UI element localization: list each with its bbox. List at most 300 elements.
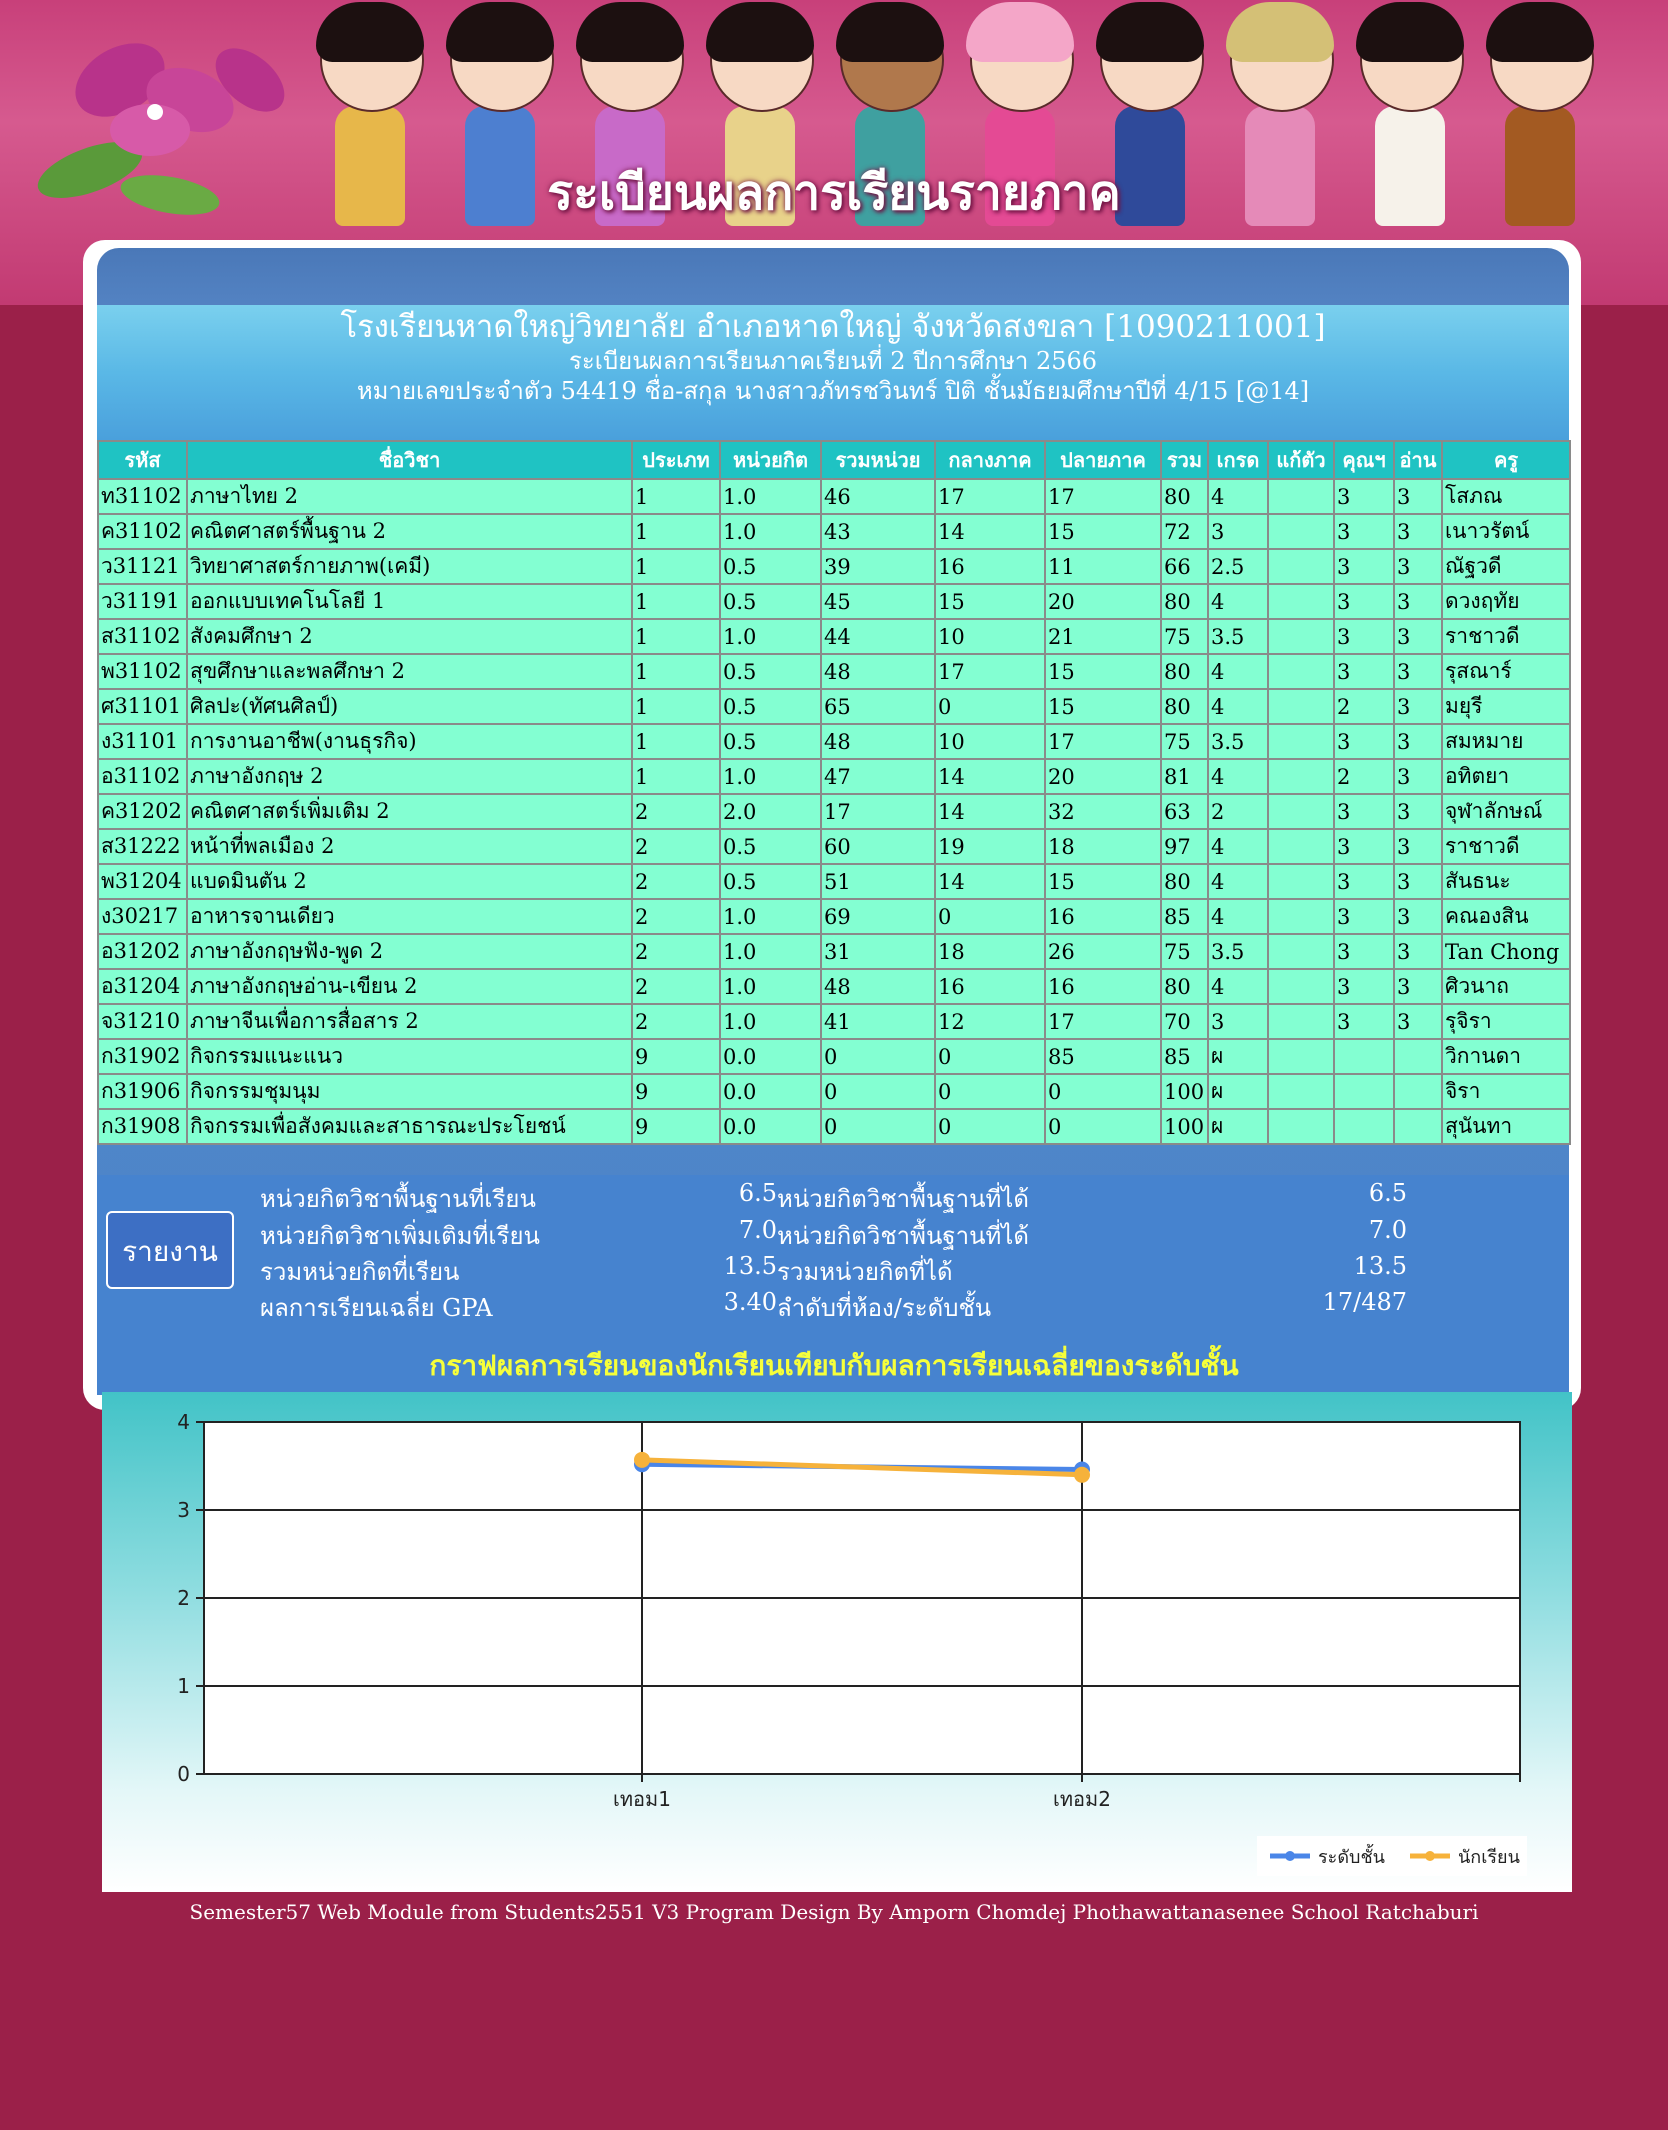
cell-final: 21	[1045, 619, 1161, 654]
cell-final: 15	[1045, 689, 1161, 724]
cell-sum: 72	[1161, 514, 1208, 549]
summary-value: 7.0	[1368, 1216, 1407, 1244]
cell-credit: 0.0	[720, 1039, 821, 1074]
cell-retake	[1268, 619, 1334, 654]
cell-sum: 80	[1161, 864, 1208, 899]
cell-final: 20	[1045, 759, 1161, 794]
graph-title: กราฟผลการเรียนของนักเรียนเทียบกับผลการเรียนเฉลี่ยของระดับชั้น	[429, 1349, 1239, 1382]
cell-total-units: 17	[821, 794, 935, 829]
cell-credit: 0.0	[720, 1074, 821, 1109]
table-row	[98, 794, 1570, 829]
cell-reading: 3	[1394, 899, 1442, 934]
cell-final: 15	[1045, 864, 1161, 899]
cell-teacher: ณัฐวดี	[1442, 549, 1570, 584]
cell-teacher: จุฬาลักษณ์	[1442, 794, 1570, 829]
cell-total-units: 48	[821, 724, 935, 759]
cell-final: 32	[1045, 794, 1161, 829]
cell-sum: 66	[1161, 549, 1208, 584]
cell-subject: ภาษาจีนเพื่อการสื่อสาร 2	[187, 1004, 632, 1039]
cell-retake	[1268, 934, 1334, 969]
cell-quality: 2	[1334, 689, 1394, 724]
column-header: อ่าน	[1394, 441, 1442, 479]
cell-total-units: 41	[821, 1004, 935, 1039]
summary-label: ผลการเรียนเฉลี่ย GPA	[260, 1294, 493, 1322]
cell-midterm: 14	[935, 514, 1045, 549]
y-tick-label: 0	[177, 1762, 190, 1786]
legend-marker	[1285, 1851, 1295, 1861]
cell-grade: 3.5	[1208, 724, 1268, 759]
cell-teacher: สมหมาย	[1442, 724, 1570, 759]
cell-sum: 85	[1161, 1039, 1208, 1074]
summary-label: หน่วยกิตวิชาเพิ่มเติมที่เรียน	[260, 1222, 540, 1250]
cell-quality: 3	[1334, 969, 1394, 1004]
cell-total-units: 47	[821, 759, 935, 794]
cell-quality: 3	[1334, 619, 1394, 654]
cell-subject: ภาษาอังกฤษอ่าน-เขียน 2	[187, 969, 632, 1004]
cell-type: 1	[632, 514, 720, 549]
summary-row	[97, 1288, 1569, 1324]
gpa-chart-container	[102, 1392, 1572, 1892]
table-row	[98, 1109, 1570, 1144]
cell-midterm: 18	[935, 934, 1045, 969]
cell-teacher: สันธนะ	[1442, 864, 1570, 899]
column-header: กลางภาค	[935, 441, 1045, 479]
cell-code: ง31101	[98, 724, 187, 759]
cell-quality: 3	[1334, 829, 1394, 864]
cell-midterm: 17	[935, 479, 1045, 514]
cell-quality	[1334, 1074, 1394, 1109]
column-header: เกรด	[1208, 441, 1268, 479]
cell-final: 85	[1045, 1039, 1161, 1074]
cell-reading: 3	[1394, 619, 1442, 654]
column-header: แก้ตัว	[1268, 441, 1334, 479]
cell-credit: 1.0	[720, 899, 821, 934]
cell-midterm: 14	[935, 864, 1045, 899]
cell-grade: 4	[1208, 864, 1268, 899]
cell-code: อ31204	[98, 969, 187, 1004]
cell-grade: 4	[1208, 654, 1268, 689]
cell-midterm: 15	[935, 584, 1045, 619]
gpa-line-chart	[102, 1392, 1572, 1892]
cell-sum: 63	[1161, 794, 1208, 829]
cell-reading: 3	[1394, 864, 1442, 899]
cell-midterm: 0	[935, 1074, 1045, 1109]
cell-retake	[1268, 654, 1334, 689]
cell-final: 18	[1045, 829, 1161, 864]
column-header: ประเภท	[632, 441, 720, 479]
cell-code: อ31102	[98, 759, 187, 794]
table-row	[98, 1039, 1570, 1074]
cell-final: 16	[1045, 899, 1161, 934]
cell-reading	[1394, 1039, 1442, 1074]
cell-code: จ31210	[98, 1004, 187, 1039]
cell-reading: 3	[1394, 794, 1442, 829]
cell-retake	[1268, 1039, 1334, 1074]
cell-subject: ออกแบบเทคโนโลยี 1	[187, 584, 632, 619]
summary-label: หน่วยกิตวิชาพื้นฐานที่ได้	[777, 1222, 1029, 1250]
cell-type: 1	[632, 549, 720, 584]
data-point	[634, 1452, 650, 1468]
cell-type: 1	[632, 759, 720, 794]
cell-sum: 80	[1161, 584, 1208, 619]
cell-sum: 70	[1161, 1004, 1208, 1039]
cell-type: 9	[632, 1074, 720, 1109]
cell-reading: 3	[1394, 654, 1442, 689]
cell-reading: 3	[1394, 934, 1442, 969]
column-header: หน่วยกิต	[720, 441, 821, 479]
cell-sum: 100	[1161, 1109, 1208, 1144]
cell-code: ศ31101	[98, 689, 187, 724]
cell-retake	[1268, 479, 1334, 514]
cell-retake	[1268, 899, 1334, 934]
summary-label: รวมหน่วยกิตที่เรียน	[260, 1258, 460, 1286]
cell-retake	[1268, 549, 1334, 584]
cell-quality: 3	[1334, 724, 1394, 759]
column-header: รวมหน่วย	[821, 441, 935, 479]
cell-type: 9	[632, 1039, 720, 1074]
cell-reading: 3	[1394, 549, 1442, 584]
table-row	[98, 864, 1570, 899]
cell-subject: ภาษาอังกฤษ 2	[187, 759, 632, 794]
cell-code: อ31202	[98, 934, 187, 969]
cell-retake	[1268, 724, 1334, 759]
y-tick-label: 1	[177, 1674, 190, 1698]
table-row	[98, 514, 1570, 549]
cell-quality: 3	[1334, 1004, 1394, 1039]
cell-total-units: 31	[821, 934, 935, 969]
column-header: ครู	[1442, 441, 1570, 479]
cell-final: 0	[1045, 1074, 1161, 1109]
cell-reading: 3	[1394, 689, 1442, 724]
cell-sum: 80	[1161, 479, 1208, 514]
cell-credit: 0.5	[720, 549, 821, 584]
semester-label: ระเบียนผลการเรียนภาคเรียนที่ 2 ปีการศึกษา 2566	[568, 347, 1098, 375]
legend-label: นักเรียน	[1458, 1847, 1520, 1868]
cell-retake	[1268, 514, 1334, 549]
legend-label: ระดับชั้น	[1318, 1847, 1385, 1868]
cell-total-units: 45	[821, 584, 935, 619]
table-row	[98, 934, 1570, 969]
cell-total-units: 0	[821, 1109, 935, 1144]
cell-code: ก31908	[98, 1109, 187, 1144]
cell-quality: 3	[1334, 479, 1394, 514]
cell-midterm: 16	[935, 549, 1045, 584]
cell-teacher: รุจิรา	[1442, 1004, 1570, 1039]
summary-value: 6.5	[738, 1179, 777, 1207]
cell-credit: 0.5	[720, 829, 821, 864]
cell-quality: 3	[1334, 549, 1394, 584]
column-header: รวม	[1161, 441, 1208, 479]
footer-credit: Semester57 Web Module from Students2551 V3 Program Design By Amporn Chomdej Phothawattanasenee School Ratchaburi	[189, 1900, 1479, 1924]
cell-credit: 1.0	[720, 934, 821, 969]
cell-subject: อาหารจานเดียว	[187, 899, 632, 934]
cell-quality: 3	[1334, 899, 1394, 934]
cell-quality: 3	[1334, 584, 1394, 619]
cell-subject: คณิตศาสตร์เพิ่มเติม 2	[187, 794, 632, 829]
summary-label: ลำดับที่ห้อง/ระดับชั้น	[777, 1294, 992, 1322]
cell-midterm: 0	[935, 1039, 1045, 1074]
cell-grade: 3.5	[1208, 619, 1268, 654]
y-tick-label: 2	[177, 1586, 190, 1610]
cell-retake	[1268, 1074, 1334, 1109]
cell-reading: 3	[1394, 759, 1442, 794]
cell-subject: สังคมศึกษา 2	[187, 619, 632, 654]
cell-subject: วิทยาศาสตร์กายภาพ(เคมี)	[187, 549, 632, 584]
cell-type: 1	[632, 689, 720, 724]
cell-subject: คณิตศาสตร์พื้นฐาน 2	[187, 514, 632, 549]
cell-quality	[1334, 1039, 1394, 1074]
column-header: คุณฯ	[1334, 441, 1394, 479]
cell-teacher: อทิตยา	[1442, 759, 1570, 794]
cell-total-units: 46	[821, 479, 935, 514]
cell-quality	[1334, 1109, 1394, 1144]
cell-grade: 4	[1208, 584, 1268, 619]
cell-credit: 0.5	[720, 689, 821, 724]
cell-subject: กิจกรรมเพื่อสังคมและสาธารณะประโยชน์	[187, 1109, 632, 1144]
cell-code: ค31102	[98, 514, 187, 549]
summary-label: หน่วยกิตวิชาพื้นฐานที่เรียน	[260, 1185, 536, 1213]
cell-quality: 3	[1334, 514, 1394, 549]
summary-row	[97, 1179, 1569, 1215]
cell-final: 15	[1045, 654, 1161, 689]
cell-retake	[1268, 1004, 1334, 1039]
cell-credit: 1.0	[720, 514, 821, 549]
cell-total-units: 43	[821, 514, 935, 549]
cell-retake	[1268, 864, 1334, 899]
cell-subject: หน้าที่พลเมือง 2	[187, 829, 632, 864]
cell-total-units: 51	[821, 864, 935, 899]
cell-sum: 75	[1161, 724, 1208, 759]
cell-retake	[1268, 689, 1334, 724]
cell-subject: กิจกรรมชุมนุม	[187, 1074, 632, 1109]
cell-credit: 1.0	[720, 479, 821, 514]
cell-code: ง30217	[98, 899, 187, 934]
cell-type: 2	[632, 829, 720, 864]
column-header: ปลายภาค	[1045, 441, 1161, 479]
cell-type: 2	[632, 1004, 720, 1039]
cell-type: 1	[632, 654, 720, 689]
cell-reading: 3	[1394, 584, 1442, 619]
cell-teacher: จิรา	[1442, 1074, 1570, 1109]
cell-grade: 3.5	[1208, 934, 1268, 969]
cell-type: 1	[632, 724, 720, 759]
cell-subject: ภาษาไทย 2	[187, 479, 632, 514]
cell-reading: 3	[1394, 829, 1442, 864]
grades-table	[97, 440, 1571, 1145]
cell-total-units: 65	[821, 689, 935, 724]
summary-value: 7.0	[738, 1216, 777, 1244]
cell-code: ก31902	[98, 1039, 187, 1074]
cell-teacher: รุสณาร์	[1442, 654, 1570, 689]
cell-quality: 3	[1334, 654, 1394, 689]
cell-midterm: 19	[935, 829, 1045, 864]
cell-grade: 3	[1208, 514, 1268, 549]
cell-code: พ31102	[98, 654, 187, 689]
cell-teacher: คณองสิน	[1442, 899, 1570, 934]
cell-sum: 80	[1161, 969, 1208, 1004]
cell-sum: 100	[1161, 1074, 1208, 1109]
cell-midterm: 14	[935, 794, 1045, 829]
cell-teacher: ราชาวดี	[1442, 829, 1570, 864]
cell-retake	[1268, 1109, 1334, 1144]
cell-final: 16	[1045, 969, 1161, 1004]
cell-type: 2	[632, 969, 720, 1004]
cell-teacher: โสภณ	[1442, 479, 1570, 514]
cell-sum: 80	[1161, 689, 1208, 724]
cell-total-units: 69	[821, 899, 935, 934]
cell-subject: สุขศึกษาและพลศึกษา 2	[187, 654, 632, 689]
table-row	[98, 1074, 1570, 1109]
cell-midterm: 17	[935, 654, 1045, 689]
cell-code: พ31204	[98, 864, 187, 899]
cell-quality: 2	[1334, 759, 1394, 794]
cell-teacher: สุนันทา	[1442, 1109, 1570, 1144]
cell-teacher: Tan Chong	[1442, 934, 1570, 969]
cell-sum: 75	[1161, 934, 1208, 969]
cell-credit: 0.5	[720, 864, 821, 899]
cell-type: 2	[632, 794, 720, 829]
y-tick-label: 4	[177, 1410, 190, 1434]
table-row	[98, 829, 1570, 864]
cell-subject: แบดมินตัน 2	[187, 864, 632, 899]
cell-total-units: 0	[821, 1039, 935, 1074]
cell-total-units: 0	[821, 1074, 935, 1109]
cell-retake	[1268, 584, 1334, 619]
cell-midterm: 12	[935, 1004, 1045, 1039]
x-tick-label: เทอม1	[613, 1787, 671, 1811]
cell-midterm: 16	[935, 969, 1045, 1004]
cell-subject: ศิลปะ(ทัศนศิลป์)	[187, 689, 632, 724]
cell-credit: 1.0	[720, 969, 821, 1004]
cell-grade: ผ	[1208, 1109, 1268, 1144]
table-row	[98, 619, 1570, 654]
cell-sum: 81	[1161, 759, 1208, 794]
cell-reading: 3	[1394, 1004, 1442, 1039]
cell-teacher: วิกานดา	[1442, 1039, 1570, 1074]
cell-code: ส31102	[98, 619, 187, 654]
summary-value: 13.5	[1353, 1252, 1407, 1280]
summary-row	[97, 1252, 1569, 1288]
cell-reading	[1394, 1109, 1442, 1144]
cell-grade: ผ	[1208, 1039, 1268, 1074]
student-info	[97, 305, 1569, 440]
cell-total-units: 60	[821, 829, 935, 864]
cell-final: 17	[1045, 479, 1161, 514]
cell-teacher: ดวงฤทัย	[1442, 584, 1570, 619]
grades-body	[98, 479, 1570, 1144]
cell-type: 2	[632, 934, 720, 969]
cell-final: 17	[1045, 724, 1161, 759]
table-row	[98, 1004, 1570, 1039]
cell-midterm: 14	[935, 759, 1045, 794]
student-label: หมายเลขประจำตัว 54419 ชื่อ-สกุล นางสาวภัทรชวินทร์ ปิติ ชั้นมัธยมศึกษาปีที่ 4/15 [@14]	[356, 377, 1310, 405]
cell-sum: 80	[1161, 654, 1208, 689]
cell-grade: 3	[1208, 1004, 1268, 1039]
cell-type: 2	[632, 864, 720, 899]
cell-final: 11	[1045, 549, 1161, 584]
school-name: โรงเรียนหาดใหญ่วิทยาลัย อำเภอหาดใหญ่ จังหวัดสงขลา [1090211001]	[340, 309, 1326, 345]
cell-type: 1	[632, 619, 720, 654]
cell-midterm: 0	[935, 899, 1045, 934]
cell-grade: 4	[1208, 479, 1268, 514]
cell-credit: 0.0	[720, 1109, 821, 1144]
cell-final: 26	[1045, 934, 1161, 969]
cell-final: 0	[1045, 1109, 1161, 1144]
cell-final: 20	[1045, 584, 1161, 619]
column-header: รหัส	[98, 441, 187, 479]
summary-value: 3.40	[723, 1288, 777, 1316]
cell-quality: 3	[1334, 794, 1394, 829]
cell-reading: 3	[1394, 479, 1442, 514]
cell-total-units: 48	[821, 969, 935, 1004]
cell-final: 17	[1045, 1004, 1161, 1039]
cell-type: 9	[632, 1109, 720, 1144]
cell-subject: กิจกรรมแนะแนว	[187, 1039, 632, 1074]
cell-teacher: ศิวนาถ	[1442, 969, 1570, 1004]
cell-grade: 4	[1208, 759, 1268, 794]
table-header-row	[98, 441, 1570, 479]
cell-total-units: 44	[821, 619, 935, 654]
cell-grade: 4	[1208, 689, 1268, 724]
cell-teacher: มยุรี	[1442, 689, 1570, 724]
credit-summary	[97, 1175, 1569, 1325]
cell-grade: ผ	[1208, 1074, 1268, 1109]
y-tick-label: 3	[177, 1498, 190, 1522]
cell-code: ส31222	[98, 829, 187, 864]
cell-code: ว31121	[98, 549, 187, 584]
cell-subject: การงานอาชีพ(งานธุรกิจ)	[187, 724, 632, 759]
cell-credit: 2.0	[720, 794, 821, 829]
cell-retake	[1268, 759, 1334, 794]
summary-value: 13.5	[723, 1252, 777, 1280]
cell-teacher: เนาวรัตน์	[1442, 514, 1570, 549]
summary-row	[97, 1216, 1569, 1252]
cell-code: ก31906	[98, 1074, 187, 1109]
cell-grade: 2.5	[1208, 549, 1268, 584]
cell-reading: 3	[1394, 969, 1442, 1004]
cell-grade: 4	[1208, 899, 1268, 934]
page-title: ระเบียนผลการเรียนรายภาค	[547, 165, 1121, 221]
cell-grade: 2	[1208, 794, 1268, 829]
cell-code: ท31102	[98, 479, 187, 514]
cell-reading	[1394, 1074, 1442, 1109]
table-row	[98, 899, 1570, 934]
data-point	[1074, 1467, 1090, 1483]
cell-code: ว31191	[98, 584, 187, 619]
cell-reading: 3	[1394, 724, 1442, 759]
summary-label: รวมหน่วยกิตที่ได้	[777, 1258, 953, 1286]
cell-grade: 4	[1208, 829, 1268, 864]
table-row	[98, 759, 1570, 794]
cell-subject: ภาษาอังกฤษฟัง-พูด 2	[187, 934, 632, 969]
cell-credit: 1.0	[720, 759, 821, 794]
cell-midterm: 0	[935, 1109, 1045, 1144]
cell-credit: 0.5	[720, 654, 821, 689]
report-button[interactable]: รายงาน	[106, 1211, 234, 1289]
cell-credit: 0.5	[720, 584, 821, 619]
table-row	[98, 724, 1570, 759]
x-tick-label: เทอม2	[1053, 1787, 1111, 1811]
cell-reading: 3	[1394, 514, 1442, 549]
cell-type: 1	[632, 479, 720, 514]
cell-midterm: 0	[935, 689, 1045, 724]
cell-sum: 75	[1161, 619, 1208, 654]
column-header: ชื่อวิชา	[187, 441, 632, 479]
cell-retake	[1268, 829, 1334, 864]
table-row	[98, 969, 1570, 1004]
cell-grade: 4	[1208, 969, 1268, 1004]
table-row	[98, 549, 1570, 584]
